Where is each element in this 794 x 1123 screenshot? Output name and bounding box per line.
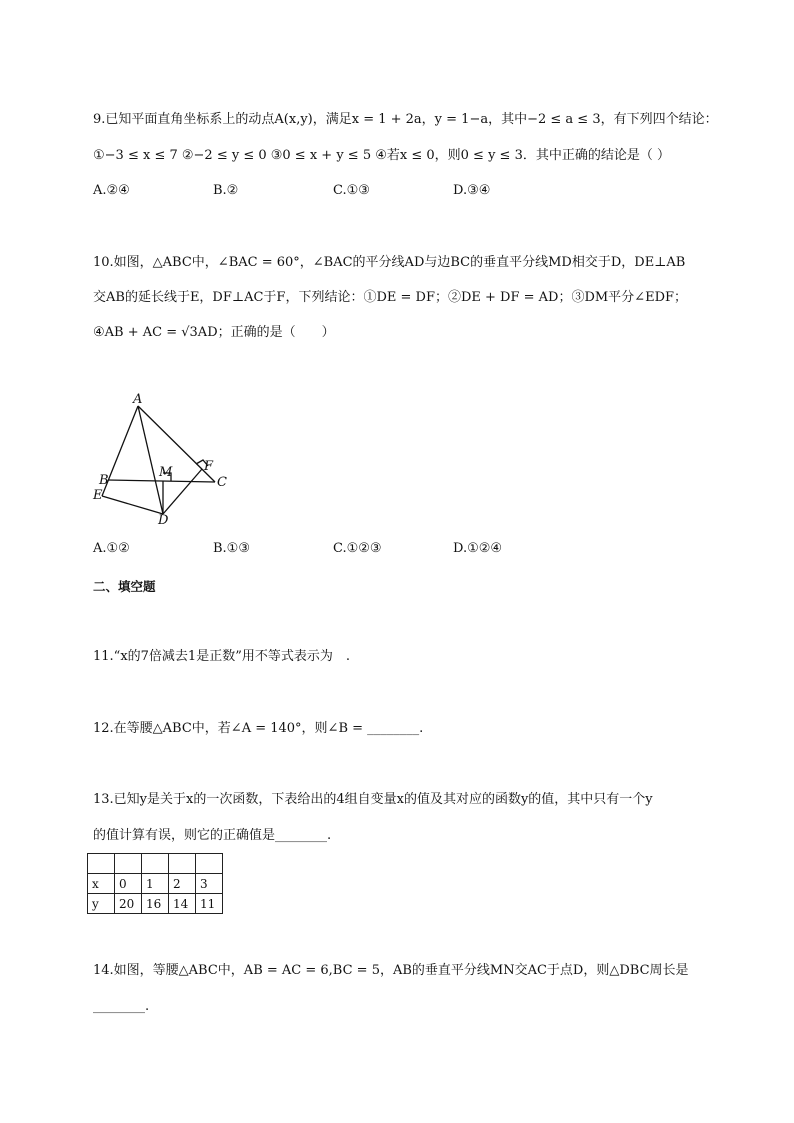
q9-option-a: A.②④ (93, 183, 130, 198)
table-cell: 14 (169, 894, 196, 914)
q10-line1: 10.如图，△ABC中，∠BAC = 60°，∠BAC的平分线AD与边BC的垂直平分线MD相交于D，DE⊥AB (93, 255, 686, 270)
segment-ed (102, 496, 163, 514)
label-m: M (159, 465, 173, 480)
table-cell: 3 (196, 874, 223, 894)
q14-line2: ________. (93, 999, 150, 1014)
segment-ad (138, 406, 163, 514)
table-row-header (88, 854, 223, 874)
label-d: D (158, 513, 169, 528)
table-row-y (88, 894, 223, 914)
q11-text: 11.“x的7倍减去1是正数”用不等式表示为 . (93, 649, 350, 664)
label-e: E (93, 488, 103, 503)
q9-option-d: D.③④ (453, 183, 491, 198)
table-cell: 2 (169, 874, 196, 894)
table-row-x (88, 874, 223, 894)
table-cell: 11 (196, 894, 223, 914)
table-cell (142, 854, 169, 874)
label-f: F (204, 459, 214, 474)
q12-text: 12.在等腰△ABC中，若∠A = 140°，则∠B = ________. (93, 721, 424, 736)
table-cell (196, 854, 223, 874)
q9-option-c: C.①③ (333, 183, 370, 198)
q10-option-a: A.①② (93, 541, 130, 556)
table-cell: 0 (115, 874, 142, 894)
q10-option-c: C.①②③ (333, 541, 382, 556)
q9-line2: ①−3 ≤ x ≤ 7 ②−2 ≤ y ≤ 0 ③0 ≤ x + y ≤ 5 ④若x ≤ 0，则0 ≤ y ≤ 3．其中正确的结论是（ ） (93, 148, 670, 163)
table-cell: 1 (142, 874, 169, 894)
q9-line1: 9.已知平面直角坐标系上的动点A(x,y)，满足x = 1 + 2a，y = 1−a，其中−2 ≤ a ≤ 3，有下列四个结论： (93, 112, 718, 127)
section-heading: 二、填空题 (93, 579, 156, 594)
table-cell (115, 854, 142, 874)
q13-value-table (87, 853, 223, 914)
table-cell: 20 (115, 894, 142, 914)
q14-line1: 14.如图，等腰△ABC中，AB = AC = 6,BC = 5，AB的垂直平分线MN交AC于点D，则△DBC周长是 (93, 963, 689, 978)
q10-options (93, 541, 613, 559)
q9-option-b: B.② (213, 183, 239, 198)
q10-option-d: D.①②④ (453, 541, 503, 556)
segment-bc (108, 480, 215, 482)
table-cell: y (88, 894, 115, 914)
table-cell (88, 854, 115, 874)
table-cell (169, 854, 196, 874)
q10-triangle-figure (90, 390, 250, 540)
q13-line1: 13.已知y是关于x的一次函数，下表给出的4组自变量x的值及其对应的函数y的值，其中只有一个y (93, 792, 653, 807)
label-a: A (133, 392, 143, 407)
label-b: B (99, 473, 109, 488)
table-cell: x (88, 874, 115, 894)
q10-line2: 交AB的延长线于E，DF⊥AC于F，下列结论：①DE = DF；②DE + DF = AD；③DM平分∠EDF； (93, 290, 688, 305)
q13-line2: 的值计算有误，则它的正确值是________. (93, 828, 332, 843)
q10-line3: ④AB + AC = √3AD；正确的是（ ） (93, 325, 335, 340)
q9-options (93, 183, 613, 201)
q10-option-b: B.①③ (213, 541, 250, 556)
table-cell: 16 (142, 894, 169, 914)
label-c: C (217, 475, 227, 490)
